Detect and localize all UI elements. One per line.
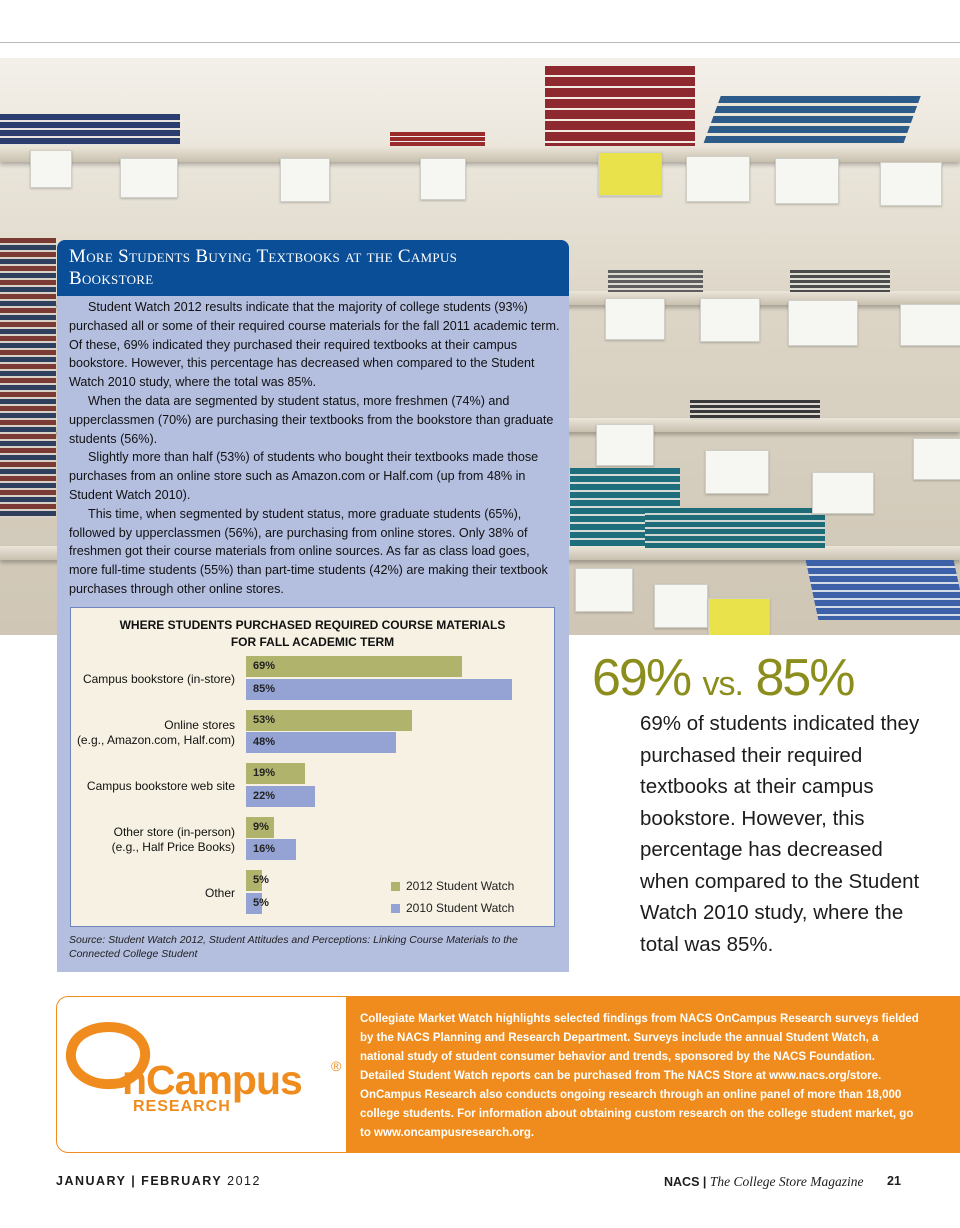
headline-stat [592,648,854,714]
category-label-line: (e.g., Amazon.com, Half.com) [76,732,235,747]
logo-subtitle: RESEARCH [133,1098,231,1115]
footer-publisher: NACS | [664,1175,707,1189]
top-rule [0,42,960,43]
oncampus-research-logo [57,997,349,1152]
bar-value-label: 85% [253,682,276,695]
paragraph: Slightly more than half (53%) of students who bought their textbooks made those purchases from an online store such as Amazon.com or Half.com (up from 48% in Student Watch 2010). [69,450,539,502]
sidebar-title: More Students Buying Textbooks at the Campus Bookstore [69,246,458,289]
footer-magazine-name: The College Store Magazine [709,1174,864,1189]
paragraph: This time, when segmented by student status, more graduate students (65%), followed by upperclassmen (56%), are purchasing from online stores. Only 38% of freshmen got their course materials from online sources. As far as class load goes, more full-time students (55%) than part-time students (42%) are making their textbook purchases through other online stores. [69,506,548,596]
bar-value-label: 19% [253,767,276,779]
bar-value-label: 16% [253,843,276,855]
bar-value-label: 22% [253,789,276,802]
legend-swatch [391,882,400,891]
stat-vs: vs. [702,665,743,703]
category-label-line: Other store (in-person) [113,825,235,839]
footer-issue-months: JANUARY | FEBRUARY [56,1174,223,1188]
stat-2012: 69% [592,649,691,707]
registered-mark: ® [331,1058,342,1074]
footer-year: 2012 [227,1174,261,1188]
category-label [65,886,235,901]
bar-value-label: 53% [253,713,276,726]
chart-title-line: WHERE STUDENTS PURCHASED REQUIRED COURSE MATERIALS [119,618,506,632]
category-label [65,825,235,854]
category-label-line: Other [204,885,235,900]
chart-source-note: Source: Student Watch 2012, Student Attitudes and Perceptions: Linking Course Materials to the Connected College Student [69,934,518,960]
bar-value-label: 5% [253,896,269,909]
category-label [65,672,235,687]
logo-panel [56,996,352,1153]
paragraph: When the data are segmented by student status, more freshmen (74%) and upperclassmen (70%) are purchasing their textbooks from the bookstore than graduate students (56%). [69,393,554,446]
logo-wordmark: nCampus [122,1057,302,1103]
bar [246,679,512,700]
chart-title [71,617,554,651]
legend-label: 2012 Student Watch [406,879,515,893]
category-label [65,779,235,794]
category-label [65,718,235,747]
page-number: 21 [887,1174,901,1188]
bar-value-label: 69% [253,660,276,672]
legend-swatch [391,904,400,913]
bar-value-label: 5% [253,874,269,886]
promo-text: Collegiate Market Watch highlights selected findings from NACS OnCampus Research surveys fielded by the NACS Planning and Research Department. Surveys include the annual Student Watch, a national study of student consumer behavior and trends, sponsored by the NACS Foundation. Detailed Student Watch reports can be purchased from The NACS Store at www.nacs.org/store. OnCampus Research also conducts ongoing research through an online panel of more than 18,000 college students. For information about obtaining custom research on the college student market, go to www.oncampusresearch.org. [360,1013,919,1139]
bar-value-label: 9% [253,820,269,833]
purchase-location-chart [70,607,555,927]
footer-issue [56,1174,261,1188]
category-label-line: Campus bookstore (in-store) [82,671,235,686]
article-body [69,298,561,599]
sidebar-header [57,240,569,296]
chart-title-line: FOR FALL ACADEMIC TERM [230,635,395,649]
bar-value-label: 48% [253,736,276,748]
callout-text: 69% of students indicated they purchased their required textbooks at their campus bookstore. However, this percentage has decreased when compared to the Student Watch 2010 study, where the total was 85%. [640,712,920,956]
article-sidebar [57,240,569,972]
category-label-line: (e.g., Half Price Books) [111,839,235,854]
legend-label: 2010 Student Watch [406,901,515,915]
category-label-line: Campus bookstore web site [86,778,235,793]
stat-2010: 85% [755,649,854,707]
footer-publication [664,1174,904,1190]
oncampus-promo [56,996,960,1153]
promo-text-panel [346,996,960,1153]
bar [246,656,462,677]
paragraph: Student Watch 2012 results indicate that the majority of college students (93%) purchased all or some of their required course materials for the fall 2011 academic term. Of these, 69% indicated they purchased their required textbooks at their campus bookstore. However, this percentage has decreased when compared to the Student Watch 2010 study, where the total was 85%. [69,300,560,390]
category-label-line: Online stores [164,718,235,732]
